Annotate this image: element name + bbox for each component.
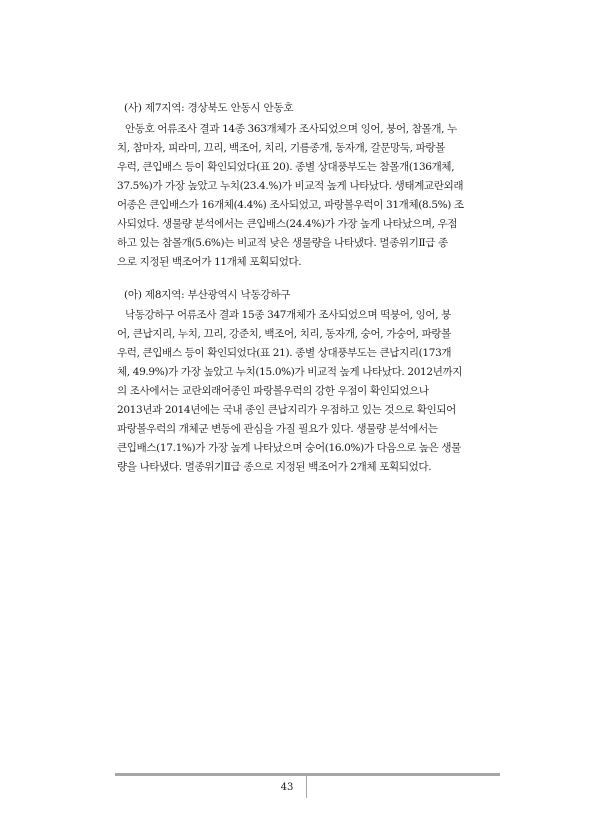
paragraph-line: 안동호 어류조사 결과 14종 363개체가 조사되었으며 잉어, 붕어, 참몰개, 누: [125, 123, 457, 135]
paragraph-line: 치, 참마자, 피라미, 끄리, 백조어, 치리, 기름종개, 동자개, 갈문망둑, 파랑볼: [117, 142, 445, 154]
paragraph-line: 어종은 큰입배스가 16개체(4.4%) 조사되었고, 파랑볼우럭이 31개체(8.5%) 조: [117, 199, 464, 211]
paragraph-line: 의 조사에서는 교란외래어종인 파랑볼우럭의 강한 우점이 확인되었으나: [117, 385, 429, 397]
paragraph-line: 체, 49.9%)가 가장 높았고 누치(15.0%)가 비교적 높게 나타났다. 2012년까지: [117, 366, 463, 378]
paragraph-line: 사되었다. 생물량 분석에서는 큰입배스(24.4%)가 가장 높게 나타났으며, 우점: [117, 218, 458, 230]
paragraph-line: 량을 나타냈다. 멸종위기Ⅱ급 종으로 지정된 백조어가 2개체 포획되었다.: [117, 461, 432, 473]
paragraph-line: 우럭, 큰입배스 등이 확인되었다(표 20). 종별 상대풍부도는 참몰개(136개체,: [117, 161, 455, 173]
section-heading-region-8: (아) 제8지역: 부산광역시 낙동강하구: [124, 289, 291, 301]
paragraph-line: 37.5%)가 가장 높았고 누치(23.4.%)가 비교적 높게 나타났다. 생태계교란외래: [117, 180, 464, 192]
paragraph-line: 으로 지정된 백조어가 11개체 포획되었다.: [117, 256, 302, 268]
paragraph-line: 낙동강하구 어류조사 결과 15종 347개체가 조사되었으며 떡붕어, 잉어, 붕: [125, 309, 451, 321]
paragraph-region-7: [117, 120, 497, 272]
paragraph-line: 우럭, 큰입배스 등이 확인되었다(표 21). 종별 상대풍부도는 큰납지리(173개: [117, 347, 452, 359]
paragraph-line: 어, 큰납지리, 누치, 끄리, 강준치, 백조어, 치리, 동자개, 숭어, 가숭어, 파랑볼: [117, 328, 451, 340]
footer-divider: [306, 776, 307, 798]
paragraph-line: 2013년과 2014년에는 국내 종인 큰납지리가 우점하고 있는 것으로 확인되어: [117, 404, 456, 416]
paragraph-line: 큰입배스(17.1%)가 가장 높게 나타났으며 숭어(16.0%)가 다음으로 높은 생물: [117, 442, 461, 454]
footer-rule: [115, 773, 500, 776]
paragraph-region-8: [117, 306, 497, 477]
page-number: 43: [280, 782, 294, 793]
paragraph-line: 파랑볼우럭의 개체군 변동에 관심을 가질 필요가 있다. 생물량 분석에서는: [117, 423, 438, 435]
paragraph-line: 하고 있는 참몰개(5.6%)는 비교적 낮은 생물량을 나타냈다. 멸종위기Ⅱ급 종: [117, 237, 448, 249]
section-heading-region-7: (사) 제7지역: 경상북도 안동시 안동호: [124, 102, 294, 114]
